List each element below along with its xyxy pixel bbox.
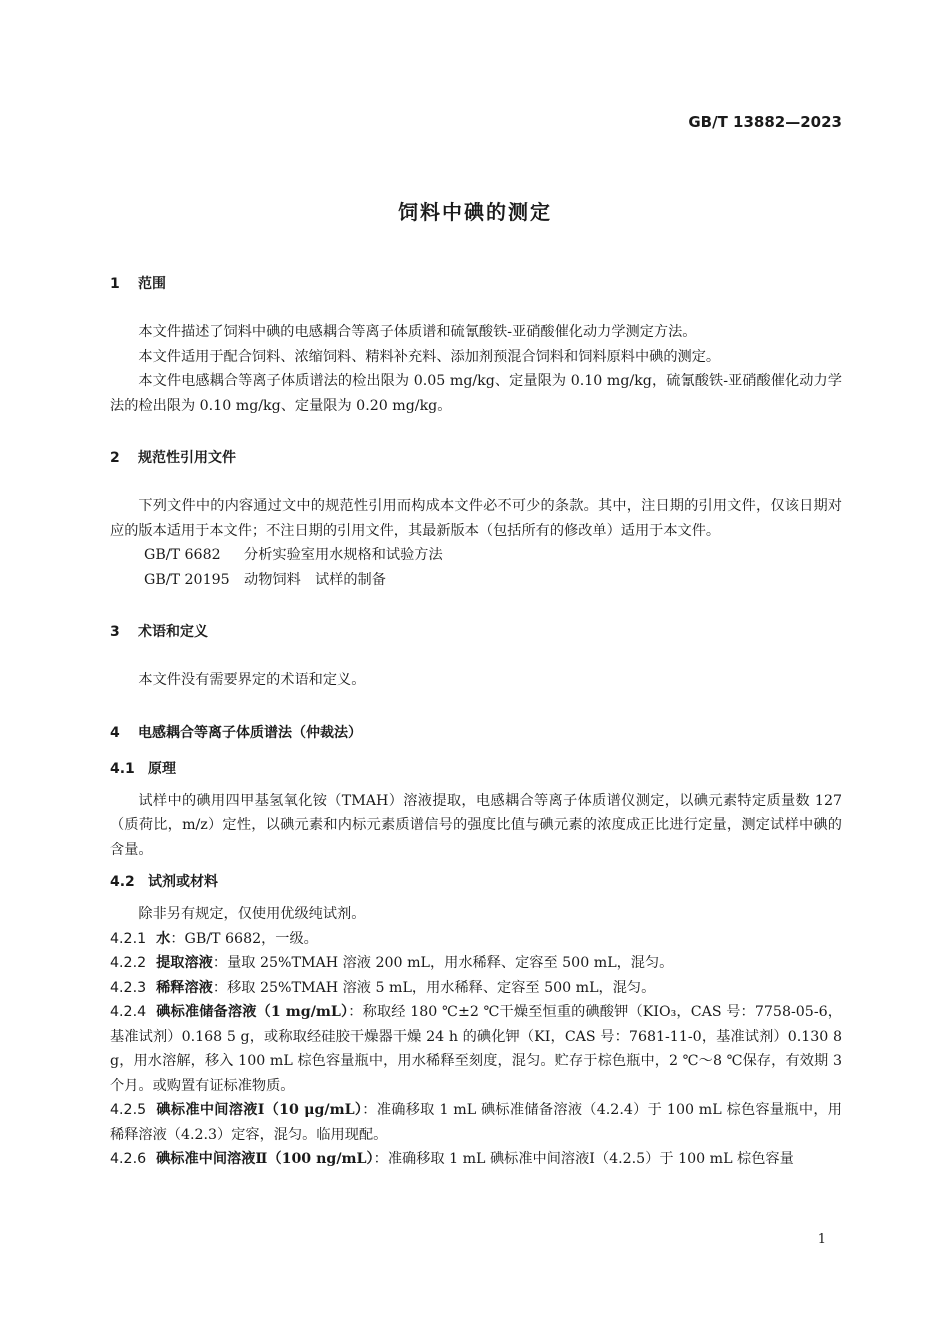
section-3-heading	[110, 622, 842, 642]
clause-4-2-2	[110, 951, 842, 976]
clause-number: 4.2.6	[110, 1151, 147, 1167]
clause-head: 碘标准储备溶液（1 mg/mL）	[156, 1004, 349, 1020]
paragraph: 本文件描述了饲料中碘的电感耦合等离子体质谱和硫氰酸铁-亚硝酸催化动力学测定方法。	[138, 324, 697, 340]
clause-4-2-3	[110, 976, 842, 1001]
clause-head: 稀释溶液	[156, 979, 213, 996]
section-title: 范围	[138, 276, 166, 292]
section-2-heading	[110, 448, 842, 468]
clause-number: 4.2.4	[110, 1004, 147, 1020]
clause-4-2-1	[110, 927, 842, 952]
section-title: 规范性引用文件	[138, 450, 236, 466]
reference-code: GB/T 6682	[144, 547, 221, 563]
clause-text: ：移取 25%TMAH 溶液 5 mL，用水稀释、定容至 500 mL，混匀。	[212, 979, 656, 996]
paragraph: 本文件没有需要界定的术语和定义。	[138, 672, 366, 688]
clause-text: ：称取经 180 ℃±2 ℃干燥至恒重的碘酸钾（KIO₃，CAS 号：7758-05-6，基准试剂）0.168 5 g，或称取经硅胶干燥器干燥 24 h 的碘化钾（KI，CAS 号：7681-11-0，基准试剂）0.130 8 g，用水溶解，移入 100 mL 棕色容量瓶中，用水稀释至刻度，混匀。贮存于棕色瓶中，2 ℃～8 ℃保存，有效期 3 个月。或购置有证标准物质。	[110, 1004, 842, 1094]
clause-text: ：量取 25%TMAH 溶液 200 mL，用水稀释、定容至 500 mL，混匀。	[212, 955, 674, 971]
clause-number: 4.2.1	[110, 930, 147, 947]
clause-4-2-5	[110, 1098, 842, 1147]
subsection-title: 原理	[148, 760, 176, 777]
clause-head: 水	[156, 930, 171, 947]
reference-code: GB/T 20195	[144, 571, 230, 588]
subsection-4-1-heading	[110, 759, 842, 779]
page-number: 1	[817, 1232, 826, 1247]
clause-head: 碘标准中间溶液Ⅰ（10 μg/mL）	[156, 1102, 363, 1118]
document-body	[110, 274, 842, 1172]
clause-number: 4.2.5	[110, 1102, 147, 1118]
clause-text: ：准确移取 1 mL 碘标准中间溶液Ⅰ（4.2.5）于 100 mL 棕色容量	[373, 1151, 794, 1167]
clause-number: 4.2.2	[110, 955, 147, 971]
section-number: 3	[110, 624, 120, 640]
document-title: 饲料中碘的测定	[398, 200, 552, 224]
section-number: 1	[110, 276, 120, 292]
subsection-number: 4.1	[110, 760, 135, 777]
paragraph: 本文件适用于配合饲料、浓缩饲料、精料补充料、添加剂预混合饲料和饲料原料中碘的测定。	[138, 348, 721, 365]
paragraph: 试样中的碘用四甲基氢氧化铵（TMAH）溶液提取，电感耦合等离子体质谱仪测定，以碘元素特定质量数 127（质荷比，m/z）定性，以碘元素和内标元素质谱信号的强度比值与碘元素的浓度成正比进行定量，测定试样中碘的含量。	[110, 792, 842, 858]
subsection-4-2-heading	[110, 872, 842, 892]
clause-text: ：GB/T 6682，一级。	[170, 930, 318, 947]
clause-head: 碘标准中间溶液Ⅱ（100 ng/mL）	[156, 1151, 374, 1167]
normative-reference	[110, 568, 842, 593]
paragraph: 除非另有规定，仅使用优级纯试剂。	[138, 906, 366, 922]
clause-4-2-4	[110, 1000, 842, 1098]
section-4-heading	[110, 723, 842, 743]
clause-text: ：准确移取 1 mL 碘标准储备溶液（4.2.4）于 100 mL 棕色容量瓶中，用稀释溶液（4.2.3）定容，混匀。临用现配。	[110, 1102, 842, 1143]
section-number: 4	[110, 724, 120, 741]
standard-number: GB/T 13882—2023	[688, 113, 842, 131]
section-title: 术语和定义	[138, 624, 208, 640]
subsection-title: 试剂或材料	[148, 874, 218, 890]
normative-reference	[110, 543, 842, 568]
section-1-heading	[110, 274, 842, 294]
clause-4-2-6	[110, 1147, 842, 1172]
clause-head: 提取溶液	[156, 955, 213, 971]
reference-title: 动物饲料 试样的制备	[244, 571, 386, 588]
section-number: 2	[110, 450, 120, 466]
section-title: 电感耦合等离子体质谱法（仲裁法）	[138, 724, 362, 741]
clause-number: 4.2.3	[110, 979, 147, 996]
paragraph: 本文件电感耦合等离子体质谱法的检出限为 0.05 mg/kg、定量限为 0.10 mg/kg，硫氰酸铁-亚硝酸催化动力学法的检出限为 0.10 mg/kg、定量限为 0.20 mg/kg。	[110, 373, 842, 414]
subsection-number: 4.2	[110, 874, 135, 890]
paragraph: 下列文件中的内容通过文中的规范性引用而构成本文件必不可少的条款。其中，注日期的引用文件，仅该日期对应的版本适用于本文件；不注日期的引用文件，其最新版本（包括所有的修改单）适用于本文件。	[110, 498, 842, 539]
reference-title: 分析实验室用水规格和试验方法	[244, 547, 443, 563]
